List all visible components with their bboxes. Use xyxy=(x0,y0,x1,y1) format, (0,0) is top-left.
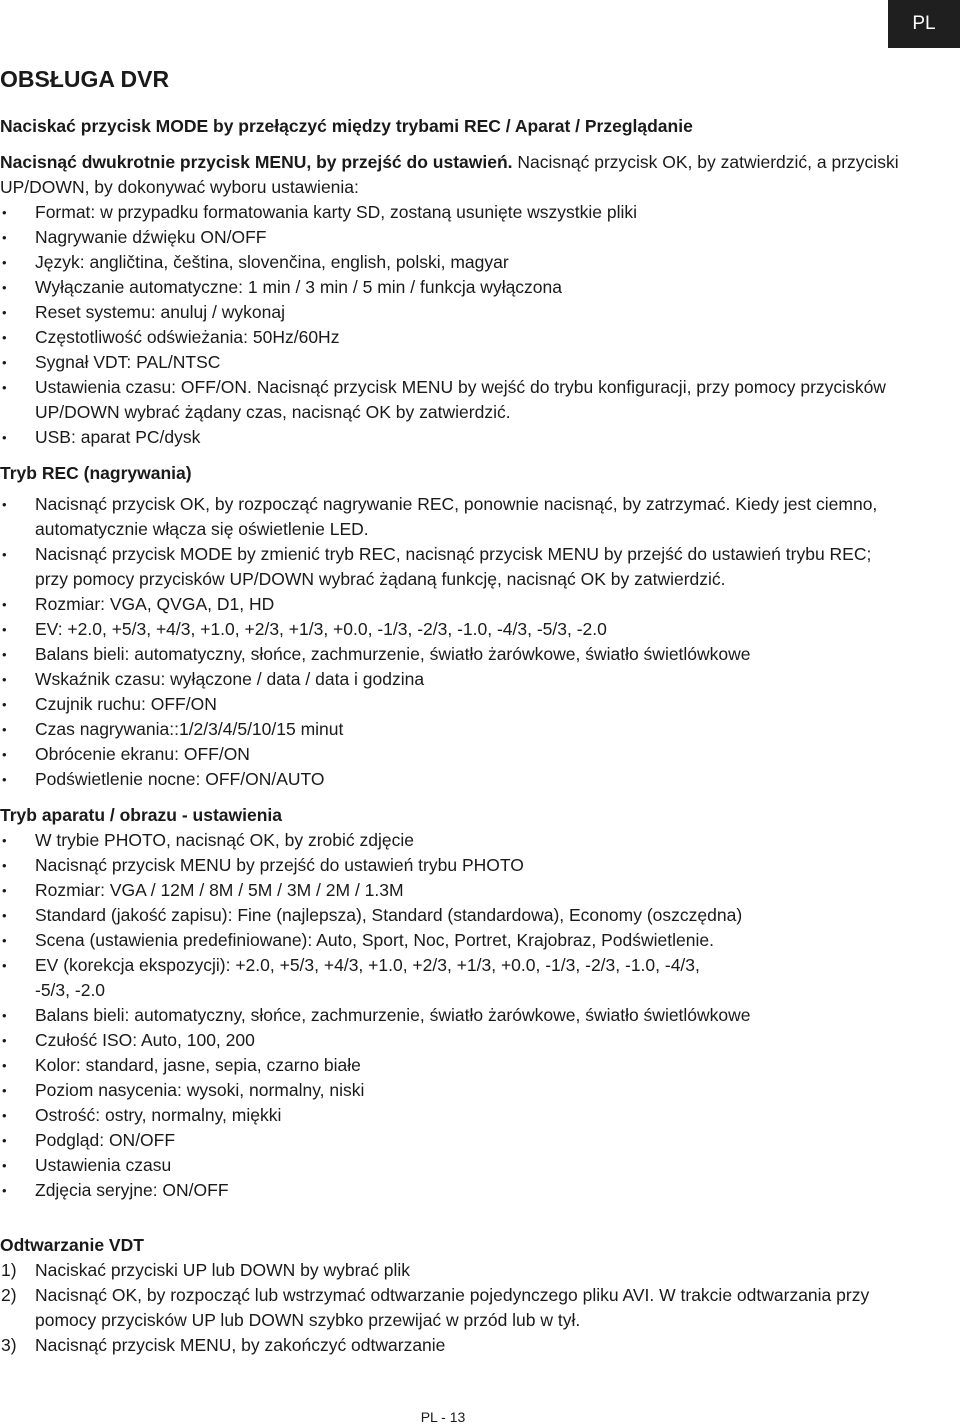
list-item: • Wskaźnik czasu: wyłączone / data / data i godzina xyxy=(0,667,900,692)
list-item xyxy=(0,1258,900,1283)
page-title: OBSŁUGA DVR xyxy=(0,66,170,92)
list-item: • Format: w przypadku formatowania karty SD, zostaną usunięte wszystkie pliki xyxy=(0,200,900,225)
list-item: • Kolor: standard, jasne, sepia, czarno białe xyxy=(0,1053,900,1078)
list-item xyxy=(0,1283,900,1333)
list-item: • Obrócenie ekranu: OFF/ON xyxy=(0,742,900,767)
list-item: • Podgląd: ON/OFF xyxy=(0,1128,900,1153)
list-item: • EV (korekcja ekspozycji): +2.0, +5/3, +4/3, +1.0, +2/3, +1/3, +0.0, -1/3, -2/3, -1.0, -4/3, -5/3, -2.0 xyxy=(0,953,900,1003)
list-item: • Zdjęcia seryjne: ON/OFF xyxy=(0,1178,900,1203)
list-item: • Język: angličtina, čeština, slovenčina, english, polski, magyar xyxy=(0,250,900,275)
list-item: • Czujnik ruchu: OFF/ON xyxy=(0,692,900,717)
list-item: • Czas nagrywania::1/2/3/4/5/10/15 minut xyxy=(0,717,900,742)
step-number: 1) xyxy=(1,1260,17,1280)
photo-settings-list xyxy=(0,828,900,1203)
playback-steps-list xyxy=(0,1258,900,1358)
step-text: Nacisnąć OK, by rozpocząć lub wstrzymać odtwarzanie pojedynczego pliku AVI. W trakcie odtwarzania przy pomocy przycisków UP lub DOWN szybko przewijać w przód lub w tył. xyxy=(35,1285,870,1330)
list-item: • Sygnał VDT: PAL/NTSC xyxy=(0,350,900,375)
list-item: • W trybie PHOTO, nacisnąć OK, by zrobić zdjęcie xyxy=(0,828,900,853)
playback-section-title: Odtwarzanie VDT xyxy=(0,1235,144,1255)
list-item: • Reset systemu: anuluj / wykonaj xyxy=(0,300,900,325)
settings-list xyxy=(0,200,900,450)
step-text: Naciskać przyciski UP lub DOWN by wybrać plik xyxy=(35,1260,411,1280)
page-content xyxy=(0,64,900,1358)
step-number: 2) xyxy=(1,1285,17,1305)
step-text: Nacisnąć przycisk MENU, by zakończyć odtwarzanie xyxy=(35,1335,446,1355)
list-item: • Nagrywanie dźwięku ON/OFF xyxy=(0,225,900,250)
list-item: • Nacisnąć przycisk MENU by przejść do ustawień trybu PHOTO xyxy=(0,853,900,878)
list-item: • Ustawienia czasu xyxy=(0,1153,900,1178)
step-number: 3) xyxy=(1,1335,17,1355)
rec-settings-list xyxy=(0,492,900,792)
list-item: • Poziom nasycenia: wysoki, normalny, niski xyxy=(0,1078,900,1103)
list-item: • Czułość ISO: Auto, 100, 200 xyxy=(0,1028,900,1053)
list-item: • Częstotliwość odświeżania: 50Hz/60Hz xyxy=(0,325,900,350)
list-item: • Ostrość: ostry, normalny, miękki xyxy=(0,1103,900,1128)
list-item: • Standard (jakość zapisu): Fine (najlepsza), Standard (standardowa), Economy (oszczędna) xyxy=(0,903,900,928)
list-item: • EV: +2.0, +5/3, +4/3, +1.0, +2/3, +1/3, +0.0, -1/3, -2/3, -1.0, -4/3, -5/3, -2.0 xyxy=(0,617,900,642)
page-number: PL - 13 xyxy=(420,1409,466,1425)
list-item: • Rozmiar: VGA, QVGA, D1, HD xyxy=(0,592,900,617)
language-tab: PL xyxy=(888,0,960,48)
mode-switch-line: Naciskać przycisk MODE by przełączyć między trybami REC / Aparat / Przeglądanie xyxy=(0,116,693,136)
settings-intro-rest: Nacisnąć przycisk OK, by zatwierdzić, a przyciski UP/DOWN, by dokonywać wyboru ustawienia: xyxy=(0,152,899,197)
photo-section-title: Tryb aparatu / obrazu - ustawienia xyxy=(0,805,283,825)
list-item: • Scena (ustawienia predefiniowane): Auto, Sport, Noc, Portret, Krajobraz, Podświetlenie. xyxy=(0,928,900,953)
list-item: • Ustawienia czasu: OFF/ON. Nacisnąć przycisk MENU by wejść do trybu konfiguracji, przy pomocy przycisków UP/DOWN wybrać żądany czas, nacisnąć OK by zatwierdzić. xyxy=(0,375,900,425)
list-item: • Rozmiar: VGA / 12M / 8M / 5M / 3M / 2M / 1.3M xyxy=(0,878,900,903)
list-item: • Nacisnąć przycisk OK, by rozpocząć nagrywanie REC, ponownie nacisnąć, by zatrzymać. Kiedy jest ciemno, automatycznie włącza się oświetlenie LED. xyxy=(0,492,900,542)
list-item: • USB: aparat PC/dysk xyxy=(0,425,900,450)
settings-intro xyxy=(0,150,900,200)
list-item xyxy=(0,1333,900,1358)
rec-section-title: Tryb REC (nagrywania) xyxy=(0,463,192,483)
list-item: • Balans bieli: automatyczny, słońce, zachmurzenie, światło żarówkowe, światło świetlówkowe xyxy=(0,642,900,667)
list-item: • Podświetlenie nocne: OFF/ON/AUTO xyxy=(0,767,900,792)
list-item: • Wyłączanie automatyczne: 1 min / 3 min / 5 min / funkcja wyłączona xyxy=(0,275,900,300)
settings-intro-bold: Nacisnąć dwukrotnie przycisk MENU, by przejść do ustawień. xyxy=(0,152,513,172)
list-item: • Balans bieli: automatyczny, słońce, zachmurzenie, światło żarówkowe, światło świetlówkowe xyxy=(0,1003,900,1028)
list-item: • Nacisnąć przycisk MODE by zmienić tryb REC, nacisnąć przycisk MENU by przejść do ustawień trybu REC; przy pomocy przycisków UP/DOWN wybrać żądaną funkcję, nacisnąć OK by zatwierdzić. xyxy=(0,542,900,592)
